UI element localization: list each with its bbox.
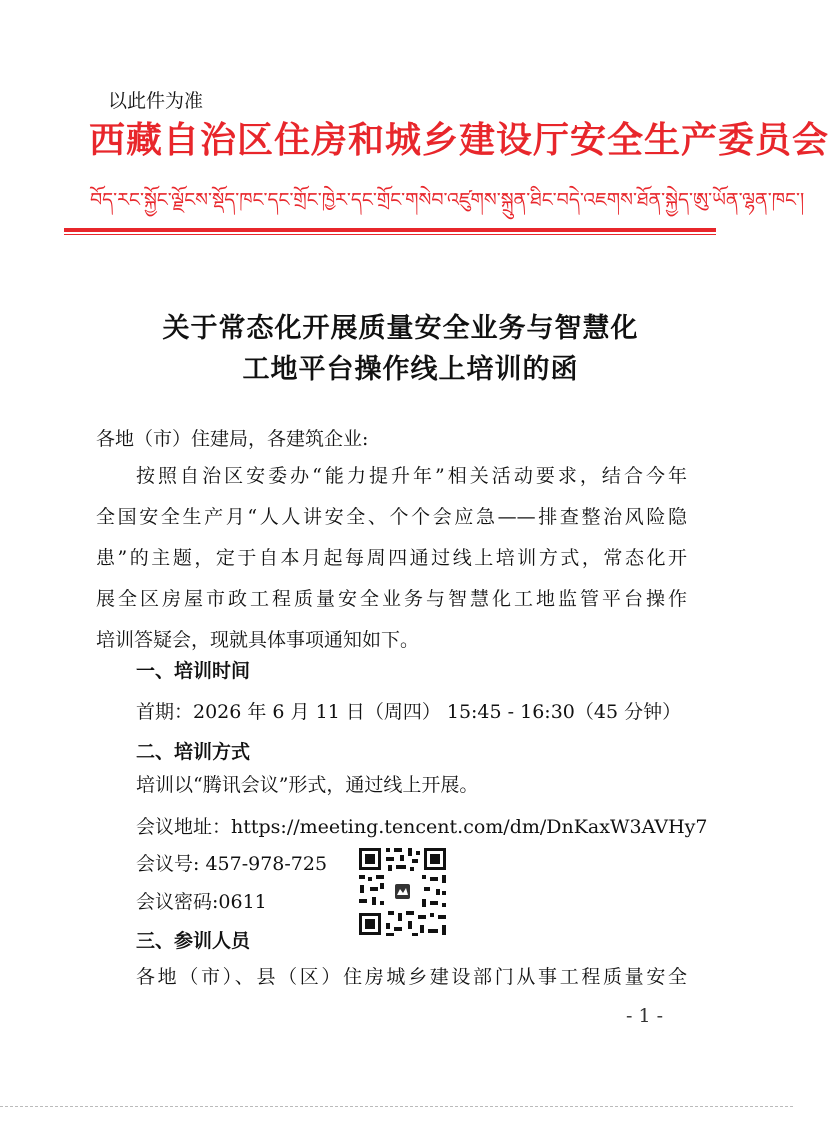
section-heading-participants: 三、参训人员 bbox=[136, 930, 251, 952]
page-bottom-edge bbox=[0, 1106, 793, 1107]
page-number: - 1 - bbox=[626, 1005, 664, 1027]
org-name: 西藏自治区住房和城乡建设厅安全生产委员会 bbox=[89, 119, 829, 161]
note-authoritative-copy: 以此件为准 bbox=[108, 90, 204, 112]
paragraph-line: 培训答疑会，现就具体事项通知如下。 bbox=[96, 629, 420, 651]
paragraph-line: 展全区房屋市政工程质量安全业务与智慧化工地监管平台操作 bbox=[96, 588, 687, 610]
section-heading-training-method: 二、培训方式 bbox=[136, 741, 251, 763]
participants-text: 各地（市）、县（区）住房城乡建设部门从事工程质量安全 bbox=[136, 966, 687, 988]
training-method-text: 培训以“腾讯会议”形式，通过线上开展。 bbox=[136, 774, 479, 796]
training-time-text: 首期：2026 年 6 月 11 日（周四） 15:45 - 16:30（45 分钟） bbox=[136, 701, 682, 723]
org-name-tibetan: བོད་རང་སྐྱོང་ལྗོངས་སྡོད་ཁང་དང་གྲོང་ཁྱེར་དང་གྲོང་གསེབ་འཛུགས་སྐྲུན་ཐིང་བདེ་འཇགས་ཐོན་སྐྱེད་ཨུ་ཡོན་ལྷན་ཁང་། bbox=[90, 189, 805, 211]
paragraph-line: 全国安全生产月“人人讲安全、个个会应急——排查整治风险隐 bbox=[96, 506, 687, 528]
section-heading-training-time: 一、培训时间 bbox=[136, 660, 251, 682]
header-rule-thin bbox=[64, 234, 716, 235]
document-title-line-2: 工地平台操作线上培训的函 bbox=[242, 354, 579, 385]
qr-code-icon bbox=[356, 845, 449, 938]
meeting-password-text: 会议密码:0611 bbox=[136, 891, 267, 913]
meeting-url-text: 会议地址：https://meeting.tencent.com/dm/DnKaxW3AVHy7 bbox=[136, 816, 708, 838]
paragraph-line: 患”的主题，定于自本月起每周四通过线上培训方式，常态化开 bbox=[96, 547, 687, 569]
document-title-line-1: 关于常态化开展质量安全业务与智慧化 bbox=[162, 313, 639, 344]
meeting-id-text: 会议号: 457-978-725 bbox=[136, 853, 328, 875]
paragraph-line: 按照自治区安委办“能力提升年”相关活动要求，结合今年 bbox=[136, 465, 687, 487]
header-rule-thick bbox=[64, 228, 716, 232]
qr-code-graphic bbox=[356, 845, 449, 938]
salutation: 各地（市）住建局，各建筑企业: bbox=[96, 428, 369, 450]
